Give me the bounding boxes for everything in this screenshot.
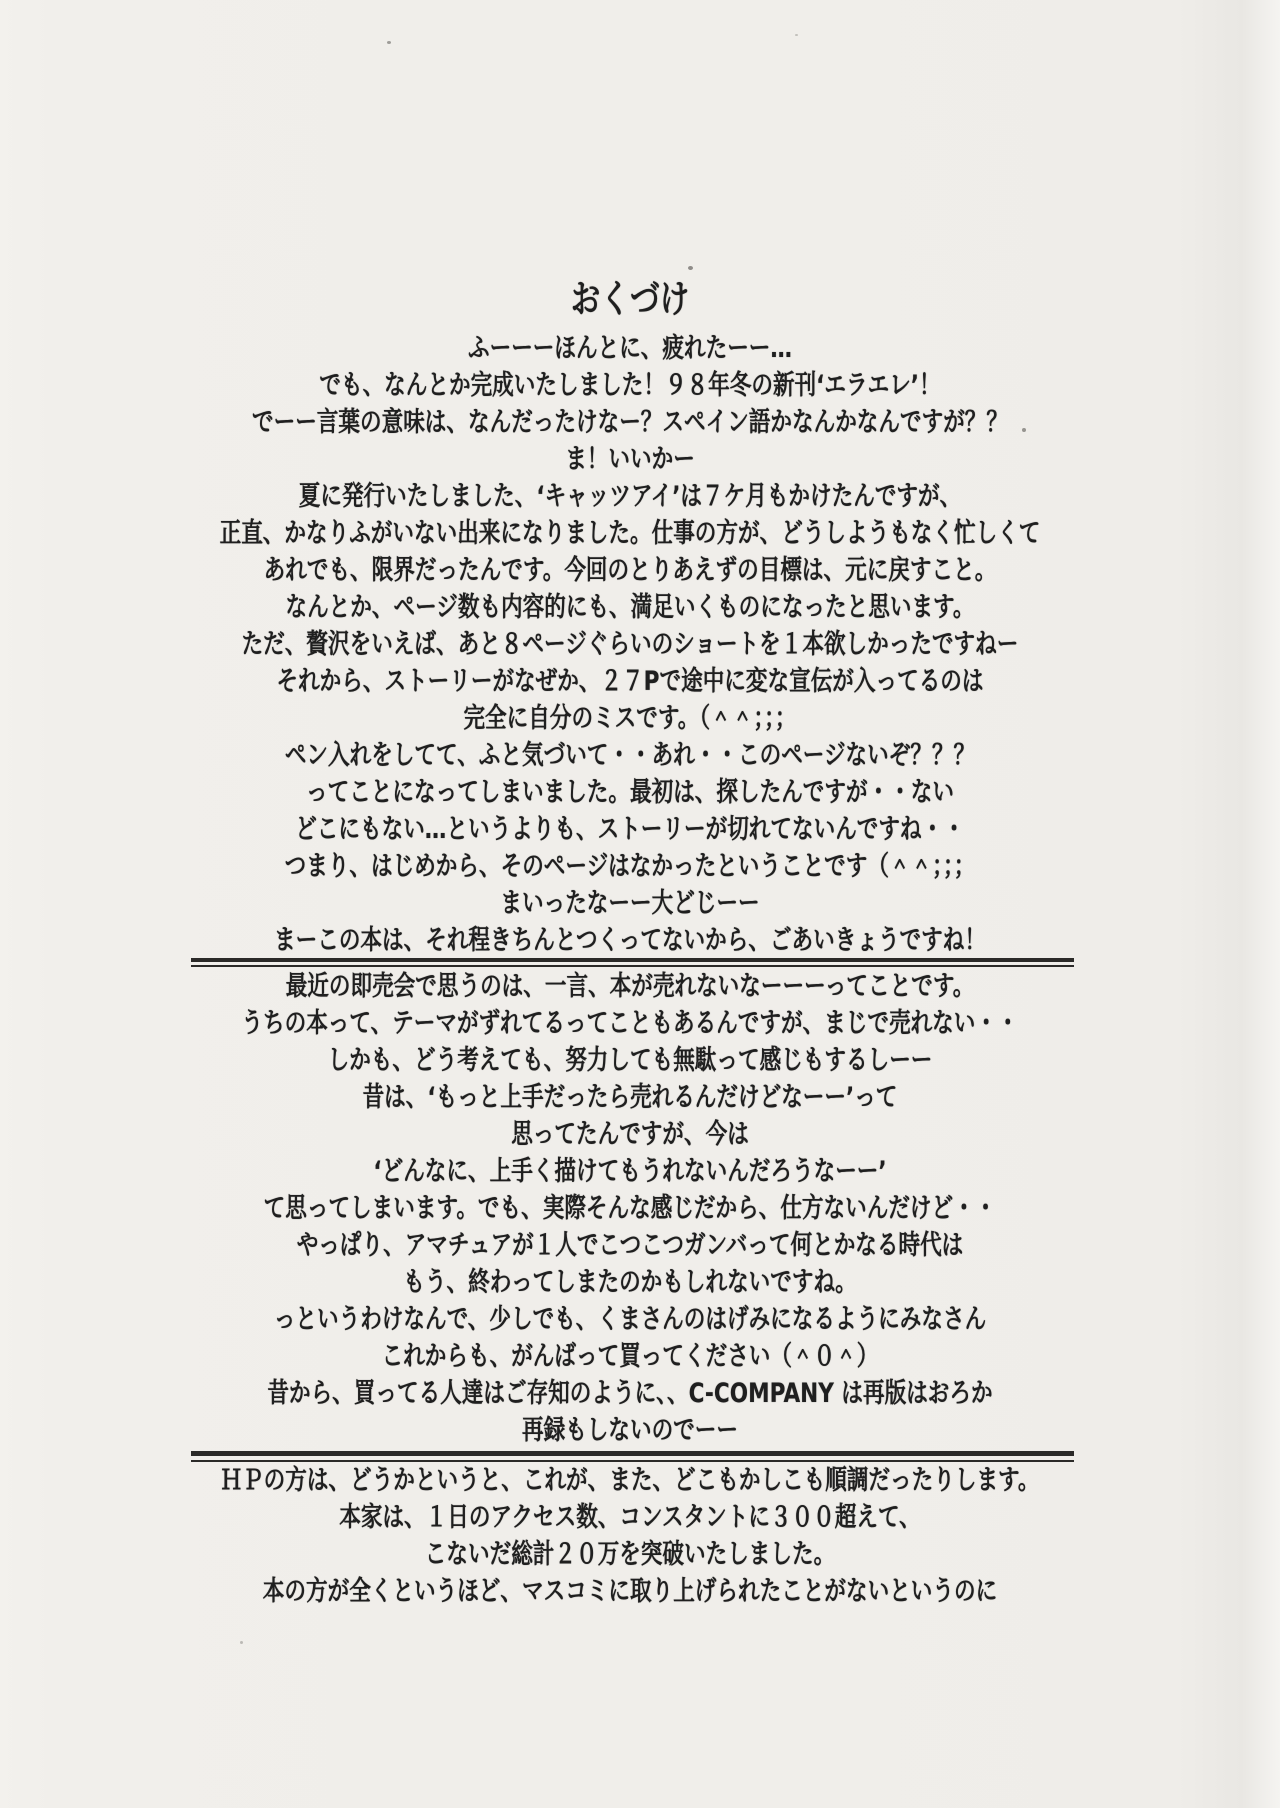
text-line: ‘どんなに、上手く描けてもうれないんだろうなーー’ bbox=[373, 1156, 887, 1187]
text-line: 夏に発行いたしました、‘キャッツアイ’は７ケ月もかけたんですが、 bbox=[298, 481, 962, 512]
text-line: 完全に自分のミスです。（＾＾；；； bbox=[463, 703, 797, 734]
afterword-section-2 bbox=[0, 968, 1260, 1449]
section-divider bbox=[191, 958, 1074, 967]
text-line: ペン入れをしてて、ふと気づいて・・あれ・・このページないぞ？？？ bbox=[284, 740, 976, 771]
text-line: 本家は、１日のアクセス数、コンスタントに３００超えて、 bbox=[339, 1502, 921, 1533]
text-line: これからも、がんばって買ってください（＾０＾） bbox=[381, 1341, 879, 1372]
afterword-section-3 bbox=[0, 1462, 1260, 1610]
text-line: しかも、どう考えても、努力しても無駄って感じもするしーー bbox=[327, 1045, 933, 1076]
text-line: 正直、かなりふがいない出来になりました。仕事の方が、どうしようもなく忙しくて bbox=[219, 518, 1041, 549]
scan-speck bbox=[387, 41, 391, 44]
text-line: 本の方が全くというほど、マスコミに取り上げられたことがないというのに bbox=[262, 1576, 998, 1607]
text-line: 最近の即売会で思うのは、一言、本が売れないなーーーってことです。 bbox=[285, 971, 975, 1002]
text-line: ふーーーほんとに、疲れたーー… bbox=[468, 333, 792, 364]
text-line: まいったなーー大どじーー bbox=[500, 888, 760, 919]
afterword-section-1 bbox=[0, 330, 1260, 959]
text-line: つまり、はじめから、そのページはなかったということです（＾＾；；； bbox=[284, 851, 976, 882]
text-line: もう、終わってしまたのかもしれないですね。 bbox=[403, 1267, 857, 1298]
page-title: おくづけ bbox=[570, 277, 690, 321]
text-line: こないだ総計２０万を突破いたしました。 bbox=[424, 1539, 836, 1570]
text-line: うちの本って、テーマがずれてるってこともあるんですが、まじで売れない・・ bbox=[241, 1008, 1019, 1039]
text-line: まーこの本は、それ程きちんとつくってないから、ごあいきょうですね！ bbox=[274, 925, 986, 956]
text-line: 再録もしないのでーー bbox=[522, 1415, 738, 1446]
text-line: ただ、贅沢をいえば、あと８ページぐらいのショートを１本欲しかったですねー bbox=[241, 629, 1019, 660]
text-line: っというわけなんで、少しでも、くまさんのはげみになるようにみなさん bbox=[273, 1304, 987, 1335]
text-line: でも、なんとか完成いたしました！９８年冬の新刊‘エラエレ’！ bbox=[319, 370, 941, 401]
text-line: ってことになってしまいました。最初は、探したんですが・・ない bbox=[306, 777, 954, 808]
text-line: でーー言葉の意味は、なんだったけなー？スペイン語かなんかなんですが？？ bbox=[252, 407, 1008, 438]
text-line: なんとか、ページ数も内容的にも、満足いくものになったと思います。 bbox=[285, 592, 975, 623]
text-line: それから、ストーリーがなぜか、２７Pで途中に変な宣伝が入ってるのは bbox=[276, 666, 984, 697]
scan-speck bbox=[688, 266, 693, 270]
section-divider bbox=[191, 1451, 1074, 1462]
text-line: やっぱり、アマチュアが１人でこつこつガンバって何とかなる時代は bbox=[296, 1230, 964, 1261]
text-line: て思ってしまいます。でも、実際そんな感じだから、仕方ないんだけど・・ bbox=[263, 1193, 997, 1224]
text-line: ま！いいかー bbox=[565, 444, 695, 475]
scan-speck bbox=[1022, 428, 1026, 432]
text-line: 昔は、‘もっと上手だったら売れるんだけどなーー’って bbox=[362, 1082, 898, 1113]
scan-speck bbox=[240, 1641, 243, 1644]
text-line: 昔から、買ってる人達はご存知のように、、C-COMPANY は再版はおろか bbox=[267, 1378, 993, 1409]
scan-speck bbox=[795, 34, 798, 36]
text-line: あれでも、限界だったんです。今回のとりあえずの目標は、元に戻すこと。 bbox=[263, 555, 997, 586]
text-line: ＨＰの方は、どうかというと、これが、また、どこもかしこも順調だったりします。 bbox=[220, 1465, 1040, 1496]
text-line: どこにもない…というよりも、ストーリーが切れてないんですね・・ bbox=[295, 814, 965, 845]
text-line: 思ってたんですが、今は bbox=[511, 1119, 749, 1150]
